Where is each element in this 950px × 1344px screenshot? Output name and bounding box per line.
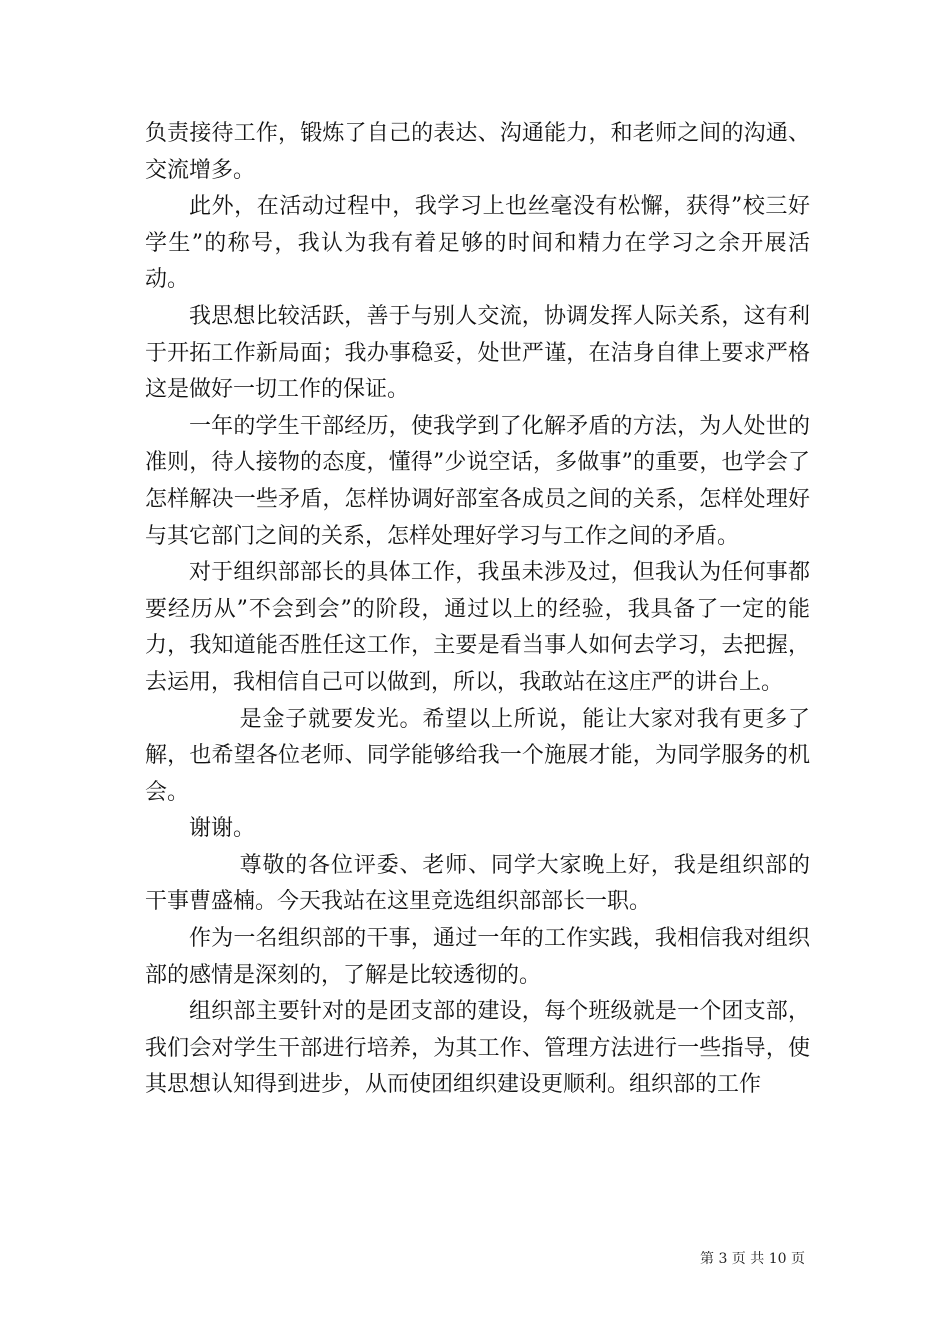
page-number: 第 3 页 共 10 页: [700, 1251, 805, 1267]
paragraph-7: 谢谢。: [189, 816, 256, 842]
paragraph-2: 此外，在活动过程中，我学习上也丝毫没有松懈，获得”校三好学生”的称号，我认为我有着足够的时间和精力在学习之余开展活动。: [145, 194, 810, 293]
paragraph-1: 负责接待工作，锻炼了自己的表达、沟通能力，和老师之间的沟通、交流增多。: [145, 121, 810, 183]
paragraph-9: 作为一名组织部的干事，通过一年的工作实践，我相信我对组织部的感情是深刻的，了解是比较透彻的。: [145, 926, 810, 988]
paragraph-10: 组织部主要针对的是团支部的建设，每个班级就是一个团支部，我们会对学生干部进行培养，为其工作、管理方法进行一些指导，使其思想认知得到进步，从而使团组织建设更顺利。组织部的工作: [145, 999, 810, 1098]
paragraph-3: 我思想比较活跃，善于与别人交流，协调发挥人际关系，这有利于开拓工作新局面；我办事稳妥，处世严谨，在洁身自律上要求严格这是做好一切工作的保证。: [145, 303, 810, 403]
document-body: [145, 116, 810, 1104]
paragraph-5: 对于组织部部长的具体工作，我虽未涉及过，但我认为任何事都要经历从”不会到会”的阶段，通过以上的经验，我具备了一定的能力，我知道能否胜任这工作，主要是看当事人如何去学习，去把握，去运用，我相信自己可以做到，所以，我敢站在这庄严的讲台上。: [145, 560, 810, 695]
paragraph-8: 尊敬的各位评委、老师、同学大家晚上好，我是组织部的干事曹盛楠。今天我站在这里竞选组织部部长一职。: [145, 852, 810, 915]
paragraph-4: 一年的学生干部经历，使我学到了化解矛盾的方法，为人处世的准则，待人接物的态度，懂得”少说空话，多做事”的重要，也学会了怎样解决一些矛盾，怎样协调好部室各成员之间的关系，怎样处理好与其它部门之间的关系，怎样处理好学习与工作之间的矛盾。: [145, 413, 810, 549]
paragraph-6: 是金子就要发光。希望以上所说，能让大家对我有更多了解，也希望各位老师、同学能够给我一个施展才能，为同学服务的机会。: [145, 706, 810, 805]
